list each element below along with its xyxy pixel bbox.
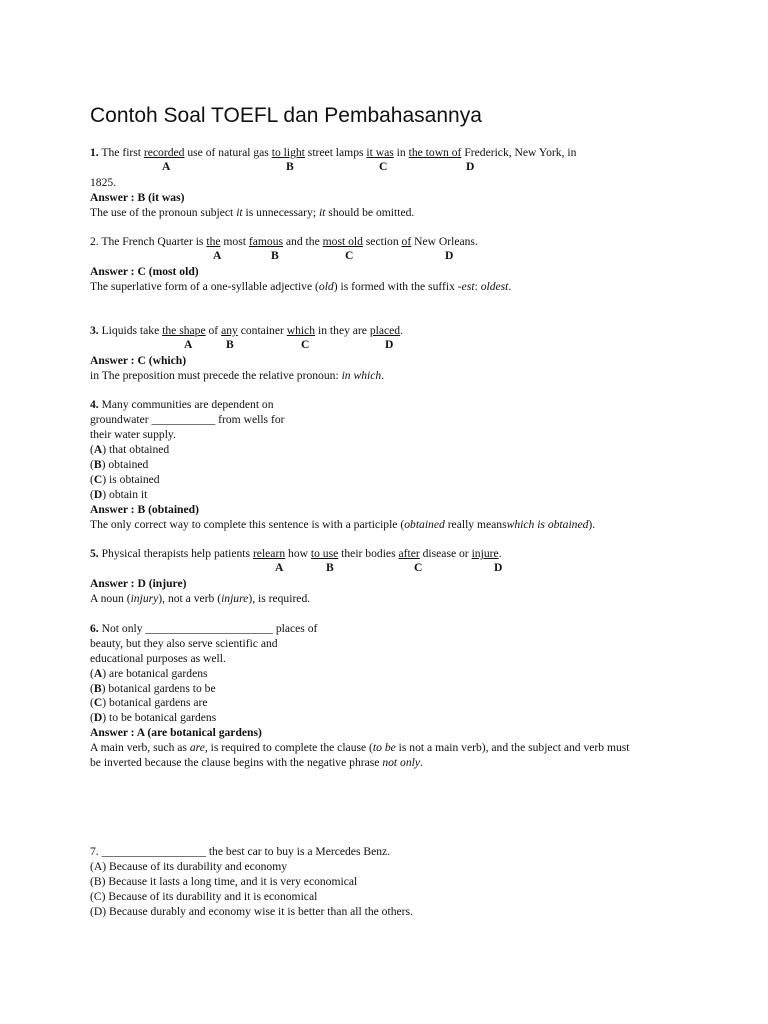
letter-b: B xyxy=(326,561,334,574)
question-1-stem: 1. The first recorded use of natural gas to light street lamps it was in the town of Frederick, New York, in xyxy=(90,146,577,159)
letter-a: A xyxy=(275,561,284,574)
option-a: (A) Because of its durability and economy xyxy=(90,860,288,873)
letter-c: C xyxy=(379,160,388,173)
question-1-answer: Answer : B (it was) xyxy=(90,191,185,204)
question-1-explanation: The use of the pronoun subject it is unnecessary; it should be omitted. xyxy=(90,206,415,219)
option-a: (A) that obtained xyxy=(90,443,170,456)
question-2-answer: Answer : C (most old) xyxy=(90,265,199,278)
option-b: (B) obtained xyxy=(90,458,149,471)
question-number: 1. xyxy=(90,146,99,159)
question-4-stem-line-3: their water supply. xyxy=(90,428,176,441)
question-4-stem-line-2: groundwater ___________ from wells for xyxy=(90,413,285,426)
letter-b: B xyxy=(226,338,234,351)
option-d: (D) to be botanical gardens xyxy=(90,711,217,724)
question-5-stem: 5. Physical therapists help patients relearn how to use their bodies after disease or injure. xyxy=(90,547,502,560)
question-3-stem: 3. Liquids take the shape of any container which in they are placed. xyxy=(90,324,404,337)
letter-b: B xyxy=(286,160,294,173)
question-6-stem-line-3: educational purposes as well. xyxy=(90,652,226,665)
question-6-stem-line-1: 6. Not only ______________________ places of xyxy=(90,622,318,635)
question-2-explanation: The superlative form of a one-syllable adjective (old) is formed with the suffix -est: oldest. xyxy=(90,280,512,293)
question-6-answer: Answer : A (are botanical gardens) xyxy=(90,726,262,739)
letter-c: C xyxy=(414,561,423,574)
question-1-year: 1825. xyxy=(90,176,117,189)
question-5-answer: Answer : D (injure) xyxy=(90,577,187,590)
option-a: (A) are botanical gardens xyxy=(90,667,208,680)
question-1-letters xyxy=(0,160,768,175)
question-6-stem-line-2: beauty, but they also serve scientific and xyxy=(90,637,278,650)
question-3-letters xyxy=(0,338,768,353)
question-6-explanation-line-2: be inverted because the clause begins with the negative phrase not only. xyxy=(90,756,423,769)
question-6-explanation-line-1: A main verb, such as are, is required to complete the clause (to be is not a main verb), and the subject and verb must xyxy=(90,741,630,754)
letter-a: A xyxy=(213,249,222,262)
letter-b: B xyxy=(271,249,279,262)
option-d: (D) Because durably and economy wise it is better than all the others. xyxy=(90,905,413,918)
option-d: (D) obtain it xyxy=(90,488,148,501)
letter-c: C xyxy=(301,338,310,351)
letter-a: A xyxy=(184,338,193,351)
letter-a: A xyxy=(162,160,171,173)
question-4-explanation: The only correct way to complete this sentence is with a participle (obtained really meanswhich is obtained). xyxy=(90,518,596,531)
question-4-answer: Answer : B (obtained) xyxy=(90,503,199,516)
letter-d: D xyxy=(385,338,394,351)
question-2-stem: 2. The French Quarter is the most famous and the most old section of New Orleans. xyxy=(90,235,478,248)
question-4-stem-line-1: 4. Many communities are dependent on xyxy=(90,398,274,411)
letter-d: D xyxy=(466,160,475,173)
option-c: (C) Because of its durability and it is economical xyxy=(90,890,318,903)
question-5-letters xyxy=(0,561,768,576)
question-3-answer: Answer : C (which) xyxy=(90,354,187,367)
option-b: (B) botanical gardens to be xyxy=(90,682,216,695)
question-7-stem: 7. __________________ the best car to buy is a Mercedes Benz. xyxy=(90,845,391,858)
page-title: Contoh Soal TOEFL dan Pembahasannya xyxy=(90,104,482,127)
letter-d: D xyxy=(494,561,503,574)
question-3-explanation: in The preposition must precede the relative pronoun: in which. xyxy=(90,369,385,382)
question-5-explanation: A noun (injury), not a verb (injure), is required. xyxy=(90,592,311,605)
option-c: (C) is obtained xyxy=(90,473,160,486)
option-b: (B) Because it lasts a long time, and it is very economical xyxy=(90,875,358,888)
letter-d: D xyxy=(445,249,454,262)
question-2-letters xyxy=(0,249,768,264)
option-c: (C) botanical gardens are xyxy=(90,696,208,709)
letter-c: C xyxy=(345,249,354,262)
